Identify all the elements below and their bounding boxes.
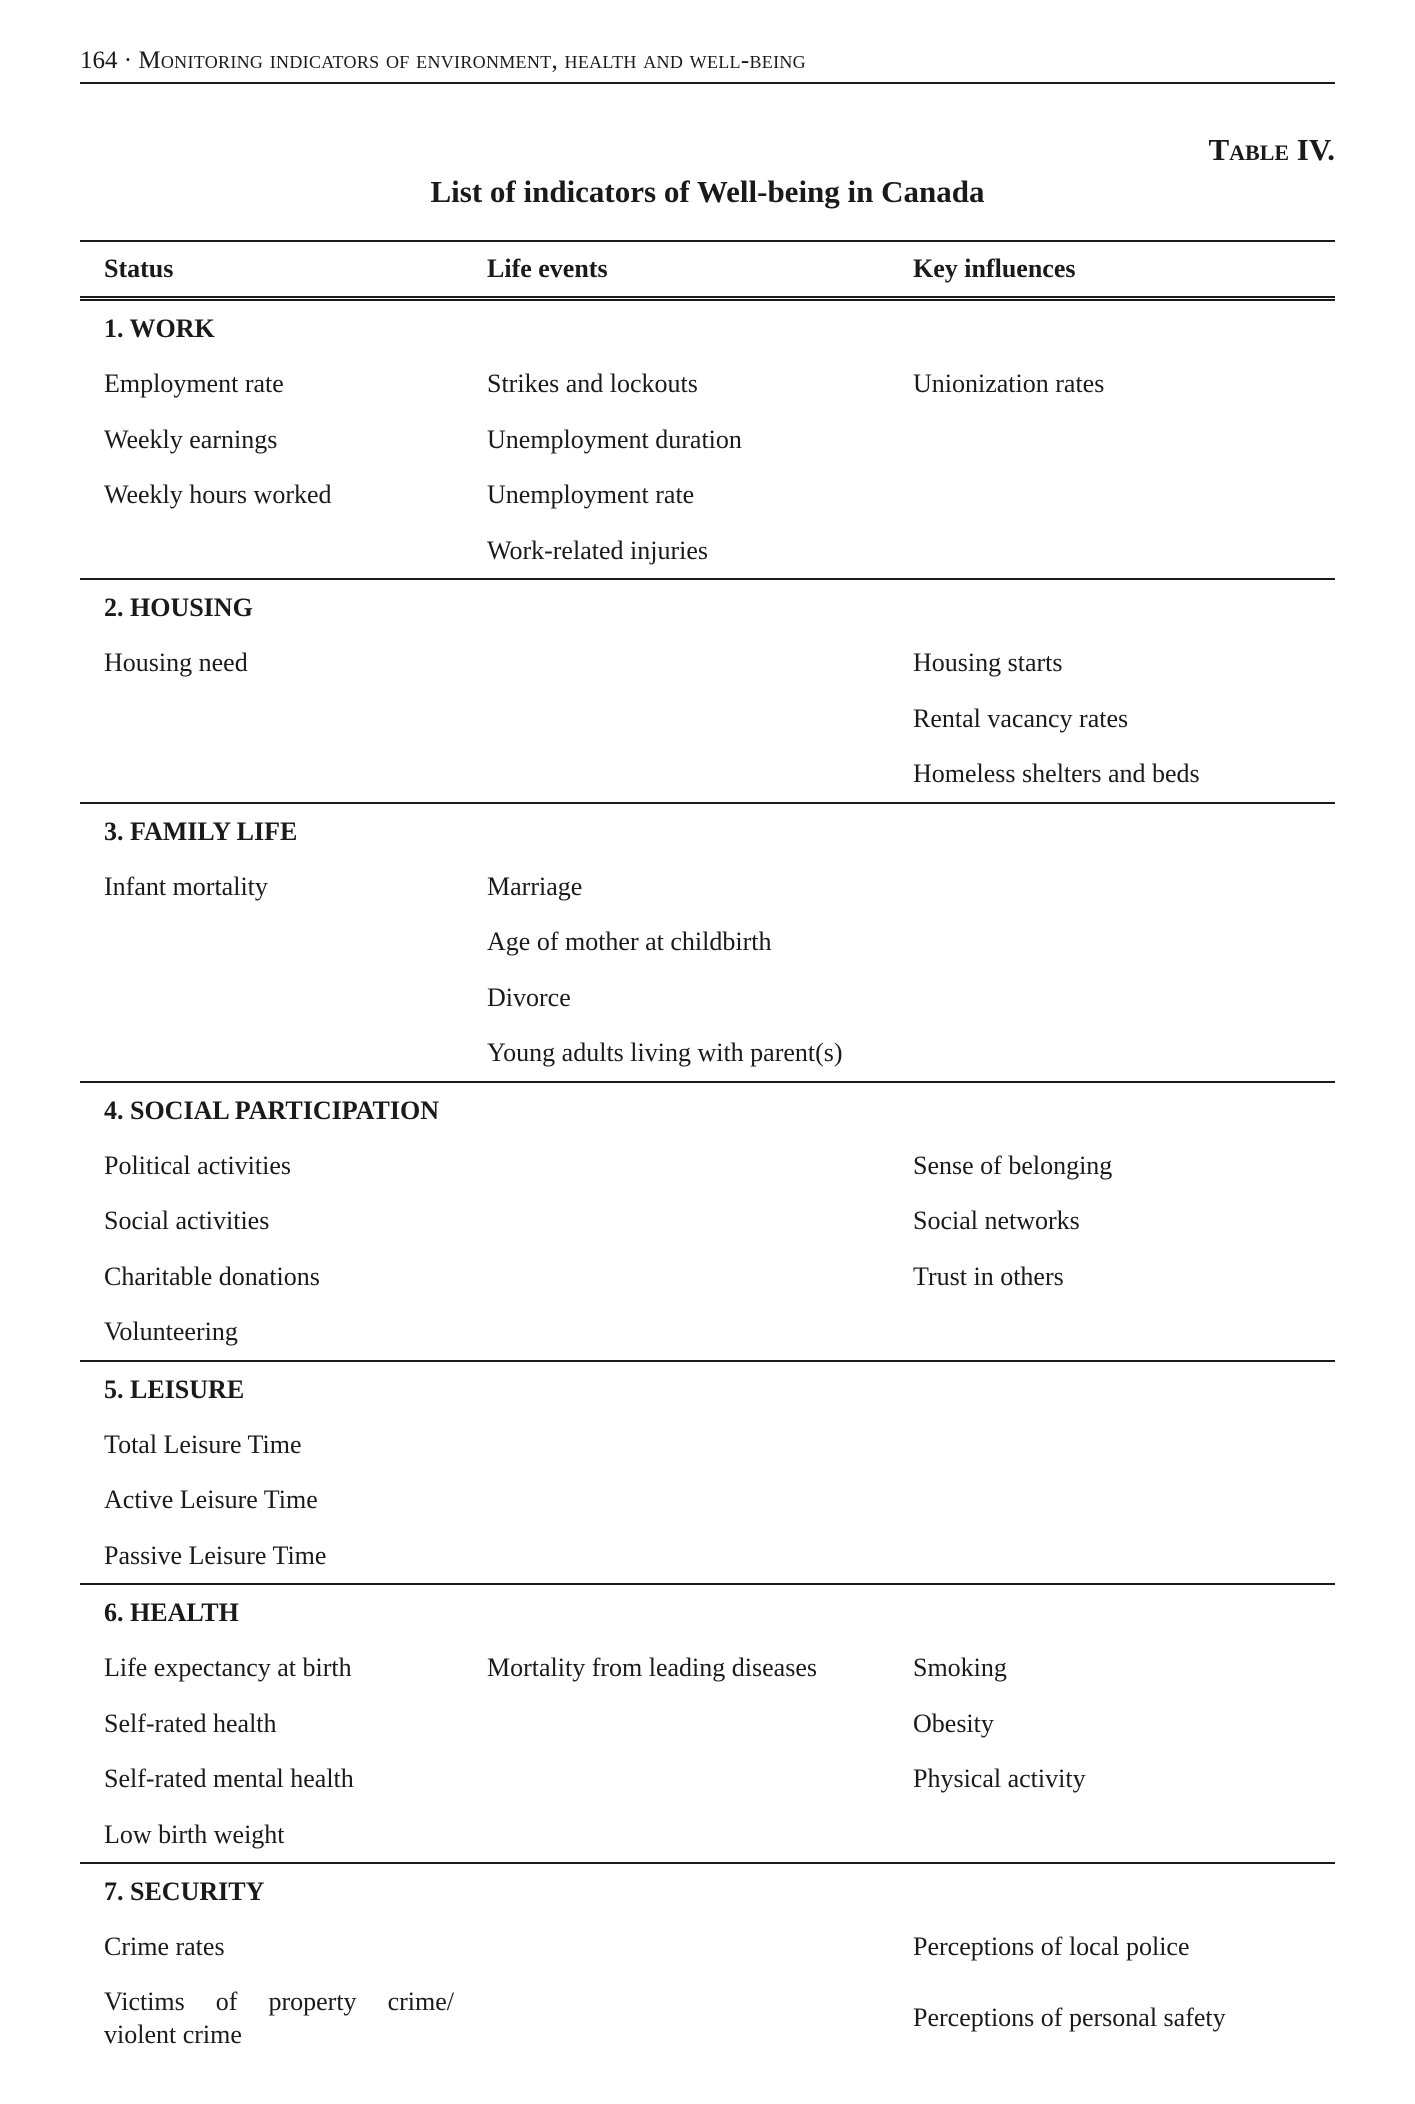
running-header xyxy=(80,44,1335,84)
table-row xyxy=(80,467,1335,523)
table-row xyxy=(80,1304,1335,1360)
table-row xyxy=(80,1138,1335,1194)
column-header-key-influences: Key influences xyxy=(913,254,1076,283)
table-section xyxy=(80,1362,1335,1586)
status-cell: Weekly earnings xyxy=(104,424,278,454)
life-events-cell: Young adults living with parent(s) xyxy=(487,1038,843,1067)
status-cell: Employment rate xyxy=(104,369,284,398)
table-row xyxy=(80,746,1335,802)
section-title: 6. HEALTH xyxy=(104,1598,239,1627)
status-cell: Housing need xyxy=(104,648,248,677)
key-influences-cell: Sense of belonging xyxy=(913,1150,1113,1180)
table-row xyxy=(80,1919,1335,1975)
table-row xyxy=(80,970,1335,1026)
key-influences-cell: Unionization rates xyxy=(913,369,1105,398)
key-influences-cell: Perceptions of personal safety xyxy=(913,2002,1226,2032)
table-row xyxy=(80,1751,1335,1807)
life-events-cell: Mortality from leading diseases xyxy=(487,1653,817,1682)
key-influences-cell: Housing starts xyxy=(913,648,1063,677)
table-title: List of indicators of Well-being in Canada xyxy=(430,174,985,209)
status-cell: Political activities xyxy=(104,1150,292,1180)
table-label: Table IV. xyxy=(1208,132,1335,167)
table-section xyxy=(80,804,1335,1083)
status-cell: Self-rated mental health xyxy=(104,1764,354,1793)
indicators-table xyxy=(80,240,1335,2061)
table-row xyxy=(80,523,1335,579)
section-title: 5. LEISURE xyxy=(104,1374,245,1404)
table-row xyxy=(80,635,1335,691)
key-influences-cell: Physical activity xyxy=(913,1764,1086,1793)
table-row xyxy=(80,1975,1335,2061)
status-cell: Weekly hours worked xyxy=(104,480,332,509)
table-row xyxy=(80,356,1335,412)
key-influences-cell: Trust in others xyxy=(913,1261,1064,1291)
key-influences-cell: Perceptions of local police xyxy=(913,1932,1190,1961)
life-events-cell: Divorce xyxy=(487,982,571,1012)
status-cell: Total Leisure Time xyxy=(104,1429,302,1459)
header-separator: · xyxy=(123,47,133,74)
life-events-cell: Unemployment rate xyxy=(487,480,695,509)
table-section xyxy=(80,1585,1335,1864)
table-row xyxy=(80,859,1335,915)
key-influences-cell: Obesity xyxy=(913,1708,994,1738)
status-cell: Active Leisure Time xyxy=(104,1485,318,1514)
key-influences-cell: Social networks xyxy=(913,1206,1080,1235)
life-events-cell: Age of mother at childbirth xyxy=(487,927,772,956)
table-row xyxy=(80,1193,1335,1249)
table-section xyxy=(80,580,1335,804)
table-header-row xyxy=(80,240,1335,301)
status-cell: Low birth weight xyxy=(104,1819,285,1849)
status-cell: Self-rated health xyxy=(104,1708,277,1738)
table-section xyxy=(80,1864,1335,2061)
table-row xyxy=(80,691,1335,747)
table-row xyxy=(80,1696,1335,1752)
section-title: 1. WORK xyxy=(104,314,215,343)
table-row xyxy=(80,1249,1335,1305)
status-cell: Life expectancy at birth xyxy=(104,1653,352,1682)
section-title: 3. FAMILY LIFE xyxy=(104,816,298,846)
section-title: 2. HOUSING xyxy=(104,593,253,622)
section-title: 4. SOCIAL PARTICIPATION xyxy=(104,1095,439,1125)
column-header-status: Status xyxy=(104,254,174,283)
status-cell: Passive Leisure Time xyxy=(104,1540,327,1570)
status-cell: Infant mortality xyxy=(104,871,268,901)
key-influences-cell: Rental vacancy rates xyxy=(913,703,1129,733)
life-events-cell: Strikes and lockouts xyxy=(487,369,698,398)
table-row xyxy=(80,412,1335,468)
status-cell: Charitable donations xyxy=(104,1261,320,1291)
running-title: Monitoring indicators of environment, health and well-being xyxy=(138,47,806,74)
status-cell: Victims of property crime/ violent crime xyxy=(104,1986,454,2049)
table-row xyxy=(80,1417,1335,1473)
table-row xyxy=(80,914,1335,970)
status-cell: Social activities xyxy=(104,1206,270,1235)
status-cell: Volunteering xyxy=(104,1317,238,1346)
page-number: 164 xyxy=(80,47,118,74)
table-row xyxy=(80,1025,1335,1081)
table-row xyxy=(80,1640,1335,1696)
table-row xyxy=(80,1807,1335,1863)
table-section xyxy=(80,301,1335,580)
table-body xyxy=(80,301,1335,2061)
key-influences-cell: Homeless shelters and beds xyxy=(913,759,1200,788)
section-title: 7. SECURITY xyxy=(104,1877,265,1906)
table-row xyxy=(80,1528,1335,1584)
key-influences-cell: Smoking xyxy=(913,1653,1007,1682)
life-events-cell: Unemployment duration xyxy=(487,424,742,454)
table-row xyxy=(80,1472,1335,1528)
column-header-life-events: Life events xyxy=(487,254,608,283)
life-events-cell: Marriage xyxy=(487,871,583,901)
table-section xyxy=(80,1083,1335,1362)
status-cell: Crime rates xyxy=(104,1932,225,1961)
life-events-cell: Work-related injuries xyxy=(487,535,708,565)
